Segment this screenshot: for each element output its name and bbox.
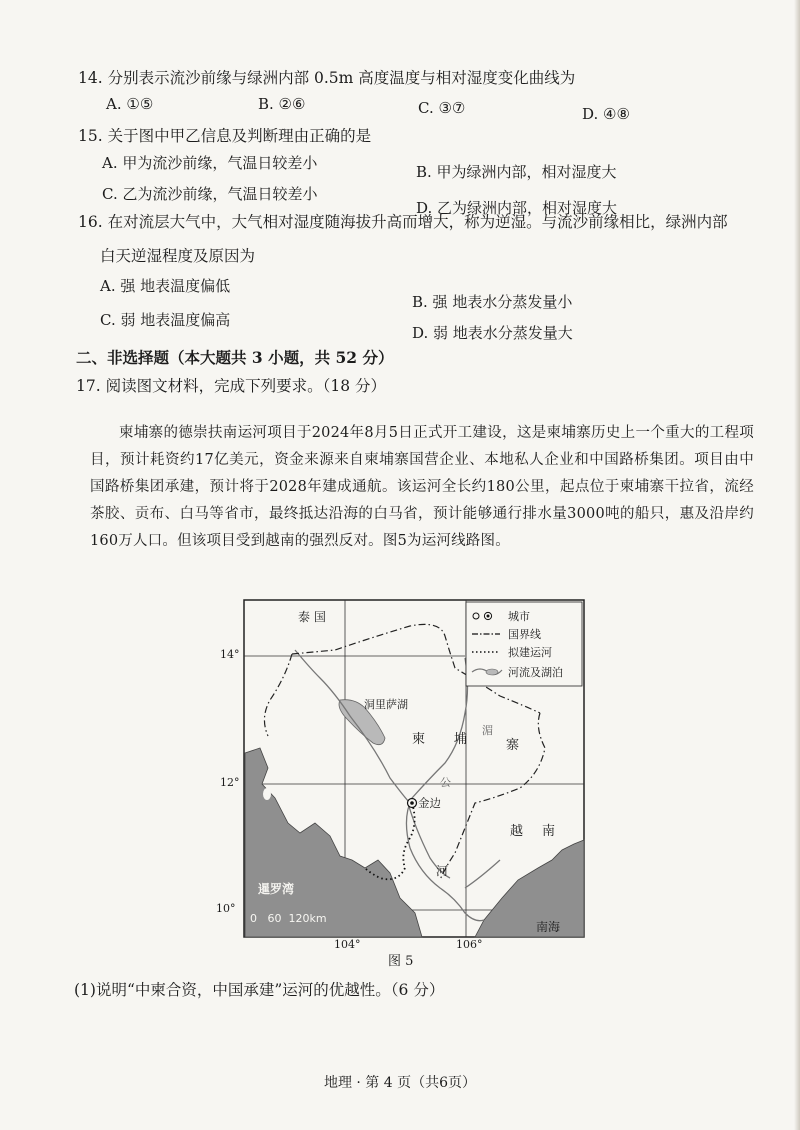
q14-stem: 14. 分别表示流沙前缘与绿洲内部 0.5m 高度温度与相对湿度变化曲线为 (78, 69, 576, 87)
lat-10: 10° (216, 902, 236, 915)
legend-border: 国界线 (508, 628, 541, 641)
q16-option-b[interactable]: B. 强 地表水分蒸发量小 (412, 293, 573, 311)
q16-option-c[interactable]: C. 弱 地表温度偏高 (100, 311, 231, 329)
section-heading: 二、非选择题（本大题共 3 小题，共 52 分） (76, 348, 394, 367)
map-label-vietnam-2: 南 (542, 824, 556, 839)
lon-104: 104° (334, 938, 361, 951)
map-label-vietnam-1: 越 (510, 824, 524, 839)
q14-option-d[interactable]: D. ④⑧ (582, 105, 630, 123)
q15-option-c[interactable]: C. 乙为流沙前缘，气温日较差小 (102, 185, 318, 203)
page-footer: 地理 · 第 4 页（共6页） (323, 1075, 477, 1091)
q14-option-b[interactable]: B. ②⑥ (258, 95, 306, 113)
island-mark (263, 788, 271, 800)
q15-option-a[interactable]: A. 甲为流沙前缘，气温日较差小 (102, 154, 318, 172)
map-label-lake: 洞里萨湖 (364, 698, 408, 711)
map-label-gong: 公 (440, 776, 451, 789)
q15-option-d[interactable]: D. 乙为绿洲内部，相对湿度大 (416, 199, 618, 217)
q17-stem: 17. 阅读图文材料，完成下列要求。（18 分） (76, 377, 386, 395)
q15-stem: 15. 关于图中甲乙信息及判断理由正确的是 (78, 127, 372, 145)
q16-option-d[interactable]: D. 弱 地表水分蒸发量大 (412, 324, 573, 342)
map-label-he: 河 (436, 864, 449, 878)
legend-city: 城市 (508, 610, 530, 623)
q16-stem-line2: 白天逆湿程度及原因为 (100, 247, 256, 265)
q16-option-a[interactable]: A. 强 地表温度偏低 (100, 277, 231, 295)
map-label-cambodia-1: 柬 (412, 732, 426, 747)
map-label-jinbian: 金边 (418, 796, 441, 810)
map-label-cambodia-3: 寨 (506, 738, 520, 753)
q14-option-a[interactable]: A. ①⑤ (106, 95, 154, 113)
lat-14: 14° (220, 648, 240, 661)
figure-caption: 图 5 (388, 954, 414, 969)
q15-option-b[interactable]: B. 甲为绿洲内部，相对湿度大 (416, 163, 617, 181)
legend-river: 河流及湖泊 (508, 666, 563, 679)
map-scale-bar: 0 60 120km (250, 912, 327, 925)
map-label-thailand: 泰 国 (298, 610, 326, 624)
q17-passage: 柬埔寨的德崇扶南运河项目于2024年8月5日正式开工建设，这是柬埔寨历史上一个重大的工程项目，预计耗资约17亿美元，资金来源来自柬埔寨国营企业、本地私人企业和中国路桥集团。项目由中国路桥集团承建，预计将于2028年建成通航。该运河全长约180公里，起点位于柬埔寨干拉省，流经茶胶、贡布、白马等省市，最终抵达沿海的白马省，预计能够通行排水量3000吨的船只，惠及沿岸约160万人口。但该项目受到越南的强烈反对。图5为运河线路图。 (90, 425, 754, 549)
map-label-mei: 湄 (482, 724, 493, 737)
scan-edge-shadow (794, 0, 800, 1130)
map-label-south-sea: 南海 (536, 920, 561, 934)
q17-sub1: (1)说明“中柬合资，中国承建”运河的优越性。（6 分） (74, 981, 445, 999)
legend-canal: 拟建运河 (508, 646, 552, 659)
q14-option-c[interactable]: C. ③⑦ (418, 99, 466, 117)
map-label-cambodia-2: 埔 (454, 732, 468, 747)
lat-12: 12° (220, 776, 240, 789)
lon-106: 106° (456, 938, 483, 951)
map-label-gulf: 暹罗湾 (258, 882, 295, 896)
q16-stem-line1: 16. 在对流层大气中，大气相对湿度随海拔升高而增大，称为逆湿。与流沙前缘相比，绿洲内部 (78, 213, 728, 231)
canal-route-map (240, 598, 590, 943)
